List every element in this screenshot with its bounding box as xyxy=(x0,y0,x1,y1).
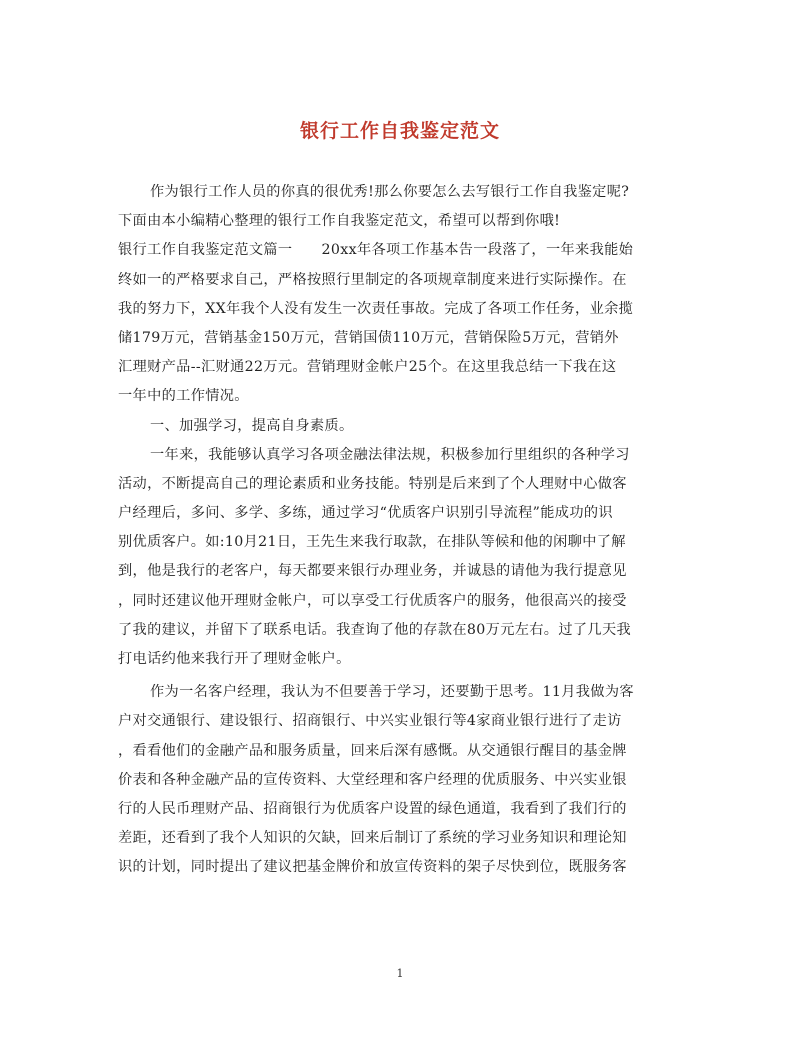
document-title: 银行工作自我鉴定范文 xyxy=(299,120,500,142)
paragraph-line: 银行工作自我鉴定范文篇一 20xx年各项工作基本告一段落了，一年来我能始 xyxy=(118,242,634,259)
paragraph-line: 户经理后，多问、多学、多练，通过学习“优质客户识别引导流程”能成功的识 xyxy=(118,505,613,522)
paragraph-line: ，同时还建议他开理财金帐户，可以享受工行优质客户的服务，他很高兴的接受 xyxy=(118,592,627,609)
paragraph-line: 一年中的工作情况。 xyxy=(118,388,249,405)
paragraph-line: 价表和各种金融产品的宣传资料、大堂经理和客户经理的优质服务、中兴实业银 xyxy=(118,771,627,788)
paragraph-line: 打电话约他来我行开了理财金帐户。 xyxy=(118,651,351,667)
paragraph-line: 户对交通银行、建设银行、招商银行、中兴实业银行等4家商业银行进行了走访 xyxy=(118,713,622,730)
paragraph-line: 下面由本小编精心整理的银行工作自我鉴定范文，希望可以帮到你哦! xyxy=(118,213,561,230)
paragraph-line: 终如一的严格要求自己，严格按照行里制定的各项规章制度来进行实际操作。在 xyxy=(118,271,627,288)
paragraph-line: 了我的建议，并留下了联系电话。我查询了他的存款在80万元左右。过了几天我 xyxy=(118,621,632,638)
document-body xyxy=(118,178,678,883)
paragraph-line: 作为一名客户经理，我认为不但要善于学习，还要勤于思考。11月我做为客 xyxy=(150,684,634,701)
paragraph-line: 识的计划，同时提出了建议把基金牌价和放宣传资料的架子尽快到位，既服务客 xyxy=(118,859,627,876)
paragraph-line: 作为银行工作人员的你真的很优秀!那么你要怎么去写银行工作自我鉴定呢? xyxy=(150,184,630,200)
paragraph-line: 到，他是我行的老客户，每天都要来银行办理业务，并诚恳的请他为我行提意见 xyxy=(118,563,627,580)
paragraph-line: 别优质客户。如:10月21日，王先生来我行取款，在排队等候和他的闲聊中了解 xyxy=(118,534,626,551)
paragraph-line: 活动，不断提高自己的理论素质和业务技能。特别是后来到了个人理财中心做客 xyxy=(118,475,627,492)
paragraph-line: 差距，还看到了我个人知识的欠缺，回来后制订了系统的学习业务知识和理论知 xyxy=(118,830,627,847)
paragraph-line: 一年来，我能够认真学习各项金融法律法规，积极参加行里组织的各种学习 xyxy=(150,446,630,463)
paragraph-line: 我的努力下，XX年我个人没有发生一次责任事故。完成了各项工作任务，业余揽 xyxy=(118,300,634,317)
paragraph-line: ，看看他们的金融产品和服务质量，回来后深有感慨。从交通银行醒目的基金牌 xyxy=(118,742,627,759)
paragraph-line: 行的人民币理财产品、招商银行为优质客户设置的绿色通道，我看到了我们行的 xyxy=(118,800,627,817)
paragraph-line: 储179万元，营销基金150万元，营销国债110万元，营销保险5万元，营销外 xyxy=(118,329,619,346)
section-heading: 一、加强学习，提高自身素质。 xyxy=(150,417,354,434)
paragraph-line: 汇理财产品--汇财通22万元。营销理财金帐户25个。在这里我总结一下我在这 xyxy=(118,359,617,376)
page-number: 1 xyxy=(396,967,404,980)
